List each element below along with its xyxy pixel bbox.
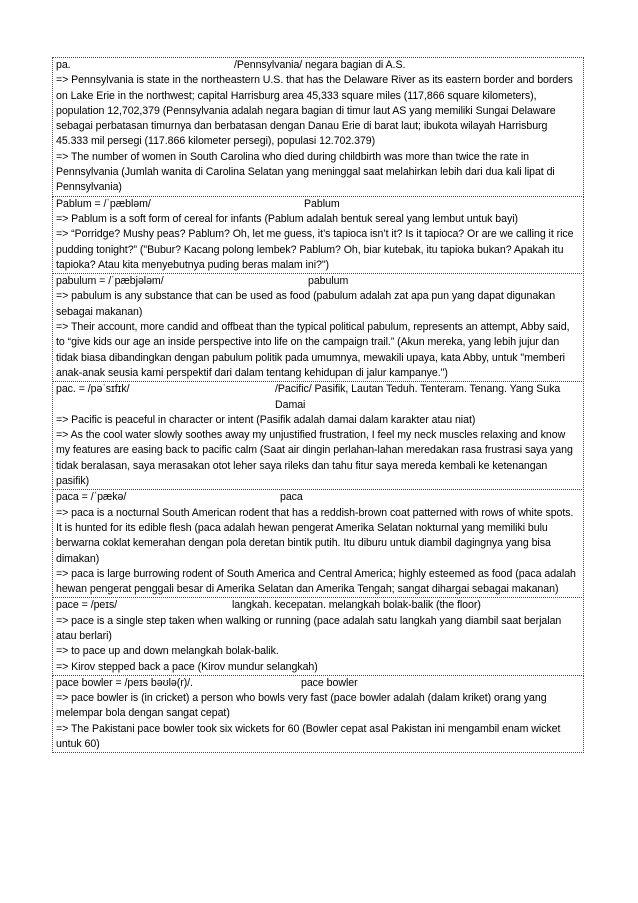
dictionary-entry xyxy=(52,597,584,675)
dictionary-entry xyxy=(52,196,584,274)
entry-example-line: => Kirov stepped back a pace (Kirov mundur selangkah) xyxy=(56,660,318,673)
entry-example-line: => The number of women in South Carolina who died during childbirth was more than twice the rate in Pennsylvania (Jumlah wanita di Carolina Selatan yang meninggal saat melahirkan lebih dari dua kali lipat di Pennsylvania) xyxy=(56,150,555,194)
entry-translation: /Pacific/ Pasifik, Lautan Teduh. Tenteram. Tenang. Yang Suka Damai xyxy=(275,383,561,411)
entry-list xyxy=(52,57,584,753)
entry-headword-line xyxy=(56,382,581,413)
entry-example-line: => pabulum is any substance that can be used as food (pabulum adalah zat apa pun yang dapat digunakan sebagai makanan) xyxy=(56,290,556,318)
entry-headword-line xyxy=(56,197,581,212)
entry-example-line: => pace bowler is (in cricket) a person who bowls very fast (pace bowler adalah (dalam kriket) orang yang melempar bola dengan sangat cepat) xyxy=(56,692,547,720)
dictionary-page xyxy=(52,58,584,753)
dictionary-entry xyxy=(52,57,584,197)
entry-example-line: => As the cool water slowly soothes away my unjustified frustration, I feel my neck muscles relaxing and know my features are easing back to pacific calm (Saat air dingin perlahan-lahan meredakan rasa frustrasi saya yang tidak beralasan, saya merasakan otot leher saya rileks dan tahu fitur saya mereda kembali ke ketenangan pasifik) xyxy=(56,429,573,488)
entry-headword-line xyxy=(56,490,581,505)
entry-example-line: => Pennsylvania is state in the northeastern U.S. that has the Delaware River as its eastern border and borders on Lake Erie in the northwest; capital Harrisburg area 45,333 square miles (117,866 square kilometers), population 12,702,379 (Pennsylvania adalah negara bagian di timur laut AS yang memiliki Sungai Delaware sebagai perbatasan timurnya dan berbatasan dengan Danau Erie di barat laut; ibukota wilayah Harrisburg 45.333 mil persegi (117.866 kilometer persegi), populasi 12.702.379) xyxy=(56,74,573,148)
entry-example-line: => Pacific is peaceful in character or intent (Pasifik adalah damai dalam karakter atau niat) xyxy=(56,413,476,426)
entry-headword-line xyxy=(56,598,581,613)
entry-headword: paca = /ˈpækə/ xyxy=(56,491,127,504)
entry-translation: /Pennsylvania/ negara bagian di A.S. xyxy=(234,59,406,71)
entry-example-line: => Their account, more candid and offbeat than the typical political pabulum, represents an attempt, Abby said, to “give kids our age an inside perspective into life on the campaign trail.” (Akun mereka, yang lebih jujur dan tidak biasa dibandingkan dengan pabulum politik pada umumnya, mewakili upaya, kata Abby, untuk "memberi anak-anak seusia kami perspektif dari dalam tentang kehidupan di jalur kampanye.") xyxy=(56,321,570,379)
dictionary-entry xyxy=(52,381,584,490)
entry-headword: pace = /peɪs/ xyxy=(56,599,118,612)
entry-translation: pace bowler xyxy=(301,676,358,689)
entry-headword: Pablum = /ˈpæbləm/ xyxy=(56,197,151,210)
entry-example-line: => “Porridge? Mushy peas? Pablum? Oh, let me guess, it’s tapioca isn’t it? Is it tapioca? Or are we calling it rice pudding tonight?” ("Bubur? Kacang polong lembek? Pablum? Oh, biar kutebak, itu tapioka bukan? Apakah itu tapioka? Atau kita menyebutnya puding beras malam ini?") xyxy=(56,228,574,271)
entry-translation: pabulum xyxy=(308,275,349,288)
entry-translation: Pablum xyxy=(304,197,340,210)
entry-example-line: => Pablum is a soft form of cereal for infants (Pablum adalah bentuk sereal yang lembut untuk bayi) xyxy=(56,212,519,225)
entry-example-line: => pace is a single step taken when walking or running (pace adalah satu langkah yang diambil saat berjalan atau berlari) xyxy=(56,614,562,642)
dictionary-entry xyxy=(52,675,584,753)
entry-example-line: => paca is large burrowing rodent of South America and Central America; highly esteemed as food (paca adalah hewan pengerat penggali besar di Amerika Selatan dan Amerika Tengah; sangat dihargai sebagai makanan) xyxy=(56,567,576,596)
entry-headword-line xyxy=(56,676,581,691)
entry-headword: pa. xyxy=(56,59,71,71)
entry-headword: pabulum = /ˈpæbjələm/ xyxy=(56,275,164,288)
entry-headword-line xyxy=(56,58,581,73)
dictionary-entry xyxy=(52,489,584,598)
entry-translation: paca xyxy=(280,491,303,504)
entry-headword: pace bowler = /peɪs bəʊlə(r)/. xyxy=(56,676,193,689)
entry-headword: pac. = /pəˈsɪfɪk/ xyxy=(56,383,130,396)
dictionary-entry xyxy=(52,273,584,382)
entry-headword-line xyxy=(56,274,581,289)
entry-example-line: => paca is a nocturnal South American rodent that has a reddish-brown coat patterned with rows of white spots. It is hunted for its edible flesh (paca adalah hewan pengerat Amerika Selatan nokturnal yang memiliki bulu berwarna coklat kemerahan dengan pola deretan bintik putih. Itu diburu untuk diambil dagingnya yang bisa dimakan) xyxy=(56,506,574,565)
entry-translation: langkah. kecepatan. melangkah bolak-balik (the floor) xyxy=(232,599,481,612)
entry-example-line: => to pace up and down melangkah bolak-balik. xyxy=(56,645,279,658)
entry-example-line: => The Pakistani pace bowler took six wickets for 60 (Bowler cepat asal Pakistan ini mengambil enam wicket untuk 60) xyxy=(56,722,561,751)
